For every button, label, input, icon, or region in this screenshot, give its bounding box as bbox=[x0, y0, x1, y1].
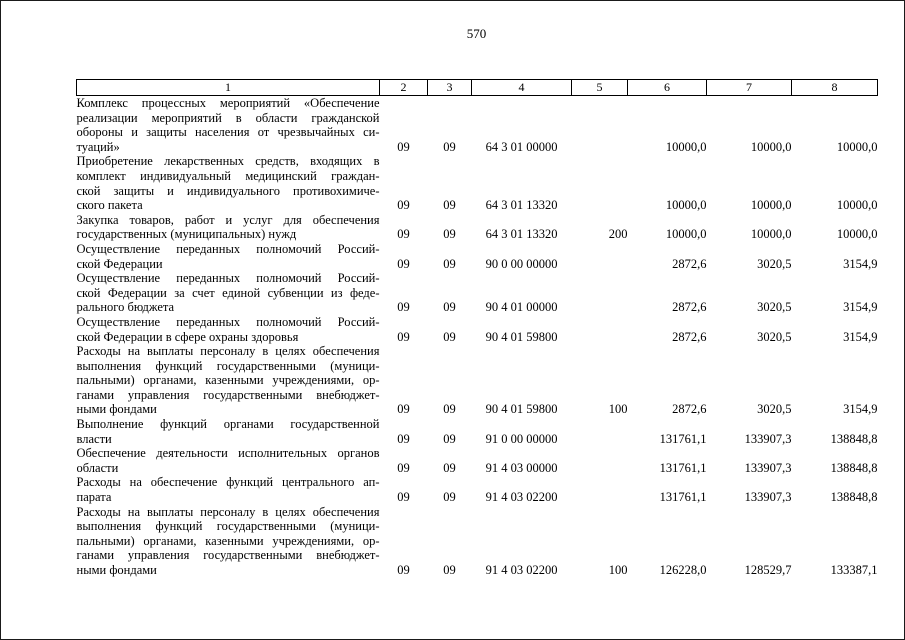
cell-c5: 100 bbox=[608, 563, 628, 577]
column-header-5: 5 bbox=[572, 80, 628, 96]
cell-c3: 09 bbox=[443, 227, 456, 242]
cell-c7: 3020,5 bbox=[757, 300, 792, 315]
cell-c6: 131761,1 bbox=[659, 460, 707, 475]
row-name bbox=[77, 446, 380, 475]
cell-c6: 10000,0 bbox=[665, 198, 707, 213]
cell-c6: 2872,6 bbox=[672, 329, 707, 344]
row-name-line: ской защиты и индивидуального противохимиче- bbox=[76, 183, 380, 198]
table-row bbox=[77, 96, 878, 155]
row-name bbox=[77, 96, 380, 155]
row-name-line: ными фондами bbox=[76, 402, 157, 417]
cell-c7: 3020,5 bbox=[757, 256, 792, 271]
table-row bbox=[77, 315, 878, 344]
table-row bbox=[77, 154, 878, 212]
cell-c4: 90 4 01 59800 bbox=[485, 329, 558, 344]
row-name-line: Осуществление переданных полномочий Россий- bbox=[76, 241, 380, 256]
row-name-line: ского пакета bbox=[76, 198, 143, 213]
cell-c6: 2872,6 bbox=[672, 300, 707, 315]
row-name-line: Расходы на обеспечение функций центрального ап- bbox=[76, 475, 380, 490]
cell-c2: 09 bbox=[397, 460, 410, 475]
row-name-line: пальными) органами, казенными учреждениями, ор- bbox=[76, 373, 380, 388]
cell-c7: 133907,3 bbox=[744, 490, 792, 505]
row-name bbox=[77, 315, 380, 344]
cell-c4: 64 3 01 13320 bbox=[485, 198, 558, 213]
cell-c5 bbox=[572, 446, 628, 475]
column-header-2: 2 bbox=[380, 80, 428, 96]
cell-c2: 09 bbox=[397, 402, 410, 417]
cell-c5 bbox=[572, 475, 628, 504]
cell-c2: 09 bbox=[397, 300, 410, 315]
cell-c8: 3154,9 bbox=[843, 300, 878, 315]
cell-c5 bbox=[572, 242, 628, 271]
cell-c6: 2872,6 bbox=[672, 256, 707, 271]
cell-c2: 09 bbox=[397, 198, 410, 213]
cell-c6: 2872,6 bbox=[672, 402, 707, 417]
row-name-line: Расходы на выплаты персоналу в целях обеспечения bbox=[76, 344, 380, 359]
row-name bbox=[77, 154, 380, 212]
cell-c3: 09 bbox=[443, 460, 456, 475]
table-row bbox=[77, 446, 878, 475]
row-name bbox=[77, 242, 380, 271]
cell-c3: 09 bbox=[443, 431, 456, 446]
row-name bbox=[77, 344, 380, 417]
cell-c8: 10000,0 bbox=[836, 198, 878, 213]
cell-c5 bbox=[572, 315, 628, 344]
cell-c6: 10000,0 bbox=[665, 139, 707, 154]
cell-c4: 90 4 01 00000 bbox=[485, 300, 558, 315]
table-row bbox=[77, 505, 878, 578]
cell-c5 bbox=[572, 417, 628, 446]
row-name bbox=[77, 505, 380, 578]
row-name bbox=[77, 417, 380, 446]
cell-c2: 09 bbox=[397, 431, 410, 446]
cell-c2: 09 bbox=[397, 256, 410, 271]
column-header-6: 6 bbox=[628, 80, 707, 96]
row-name-line: обороны и защиты населения от чрезвычайных си- bbox=[76, 125, 380, 140]
cell-c6: 126228,0 bbox=[659, 563, 707, 577]
cell-c7: 133907,3 bbox=[744, 431, 792, 446]
page-number: 570 bbox=[466, 26, 487, 41]
row-name bbox=[77, 475, 380, 504]
row-name-line: ганами управления государственными внебюджет- bbox=[76, 387, 380, 402]
row-name-line: Выполнение функций органами государственной bbox=[76, 417, 380, 432]
row-name-line: Осуществление переданных полномочий Россий- bbox=[76, 314, 380, 329]
cell-c8: 10000,0 bbox=[836, 227, 878, 242]
cell-c6: 131761,1 bbox=[659, 490, 707, 505]
cell-c2: 09 bbox=[397, 227, 410, 242]
row-name-line: реализации мероприятий в области гражданской bbox=[76, 110, 380, 125]
cell-c5 bbox=[572, 154, 628, 212]
cell-c4: 91 0 00 00000 bbox=[485, 431, 558, 446]
row-name-line: Комплекс процессных мероприятий «Обеспечение bbox=[76, 96, 380, 110]
row-name-line: власти bbox=[76, 431, 112, 446]
cell-c8: 10000,0 bbox=[836, 139, 878, 154]
row-name-line: государственных (муниципальных) нужд bbox=[76, 227, 297, 242]
row-name-line: ской Федерации за счет единой субвенции из феде- bbox=[76, 285, 380, 300]
row-name-line: рального бюджета bbox=[76, 300, 175, 315]
cell-c4: 91 4 03 02200 bbox=[485, 563, 558, 577]
row-name-line: ганами управления государственными внебюджет- bbox=[76, 548, 380, 563]
cell-c3: 09 bbox=[443, 198, 456, 213]
cell-c3: 09 bbox=[443, 329, 456, 344]
cell-c5: 200 bbox=[608, 227, 628, 242]
row-name-line: комплект индивидуальный медицинский граждан- bbox=[76, 168, 380, 183]
cell-c4: 90 4 01 59800 bbox=[485, 402, 558, 417]
row-name-line: Закупка товаров, работ и услуг для обеспечения bbox=[76, 212, 380, 227]
row-name-line: ской Федерации bbox=[76, 256, 163, 271]
row-name bbox=[77, 271, 380, 315]
cell-c8: 138848,8 bbox=[830, 490, 878, 505]
cell-c3: 09 bbox=[443, 402, 456, 417]
cell-c4: 91 4 03 00000 bbox=[485, 460, 558, 475]
budget-table bbox=[76, 79, 878, 578]
cell-c4: 91 4 03 02200 bbox=[485, 490, 558, 505]
table-body bbox=[77, 96, 878, 578]
table-row bbox=[77, 242, 878, 271]
table-row bbox=[77, 344, 878, 417]
cell-c8: 133387,1 bbox=[830, 563, 878, 577]
cell-c3: 09 bbox=[443, 139, 456, 154]
column-header-7: 7 bbox=[707, 80, 792, 96]
cell-c8: 138848,8 bbox=[830, 431, 878, 446]
cell-c3: 09 bbox=[443, 256, 456, 271]
table-row bbox=[77, 417, 878, 446]
row-name-line: пальными) органами, казенными учреждениями, ор- bbox=[76, 533, 380, 548]
cell-c4: 64 3 01 13320 bbox=[485, 227, 558, 242]
row-name-line: туаций» bbox=[76, 139, 120, 154]
column-header-4: 4 bbox=[472, 80, 572, 96]
cell-c8: 3154,9 bbox=[843, 256, 878, 271]
cell-c2: 09 bbox=[397, 490, 410, 505]
cell-c7: 3020,5 bbox=[757, 402, 792, 417]
cell-c7: 128529,7 bbox=[744, 563, 792, 577]
column-header-8: 8 bbox=[792, 80, 878, 96]
cell-c8: 3154,9 bbox=[843, 329, 878, 344]
cell-c7: 10000,0 bbox=[750, 198, 792, 213]
cell-c8: 138848,8 bbox=[830, 460, 878, 475]
cell-c6: 10000,0 bbox=[665, 227, 707, 242]
cell-c2: 09 bbox=[397, 139, 410, 154]
row-name-line: парата bbox=[76, 490, 112, 505]
cell-c3: 09 bbox=[443, 490, 456, 505]
cell-c5: 100 bbox=[608, 402, 628, 417]
cell-c3: 09 bbox=[443, 300, 456, 315]
cell-c2: 09 bbox=[397, 329, 410, 344]
table-row bbox=[77, 213, 878, 242]
row-name bbox=[77, 213, 380, 242]
cell-c3: 09 bbox=[443, 563, 456, 577]
row-name-line: Приобретение лекарственных средств, входящих в bbox=[76, 154, 380, 169]
row-name-line: ской Федерации в сфере охраны здоровья bbox=[76, 329, 299, 344]
cell-c6: 131761,1 bbox=[659, 431, 707, 446]
cell-c7: 133907,3 bbox=[744, 460, 792, 475]
column-header-3: 3 bbox=[428, 80, 472, 96]
cell-c7: 10000,0 bbox=[750, 139, 792, 154]
cell-c7: 10000,0 bbox=[750, 227, 792, 242]
table-header-row bbox=[77, 80, 878, 96]
cell-c7: 3020,5 bbox=[757, 329, 792, 344]
row-name-line: ными фондами bbox=[76, 563, 157, 577]
row-name-line: выполнения функций государственными (муници- bbox=[76, 358, 380, 373]
row-name-line: области bbox=[76, 460, 119, 475]
table-row bbox=[77, 271, 878, 315]
row-name-line: Обеспечение деятельности исполнительных органов bbox=[76, 446, 380, 461]
row-name-line: Осуществление переданных полномочий Россий- bbox=[76, 271, 380, 286]
cell-c8: 3154,9 bbox=[843, 402, 878, 417]
row-name-line: Расходы на выплаты персоналу в целях обеспечения bbox=[76, 504, 380, 519]
column-header-1: 1 bbox=[77, 80, 380, 96]
cell-c5 bbox=[572, 96, 628, 155]
cell-c5 bbox=[572, 271, 628, 315]
table-row bbox=[77, 475, 878, 504]
cell-c4: 64 3 01 00000 bbox=[485, 139, 558, 154]
cell-c4: 90 0 00 00000 bbox=[485, 256, 558, 271]
row-name-line: выполнения функций государственными (муници- bbox=[76, 519, 380, 534]
cell-c2: 09 bbox=[397, 563, 410, 577]
